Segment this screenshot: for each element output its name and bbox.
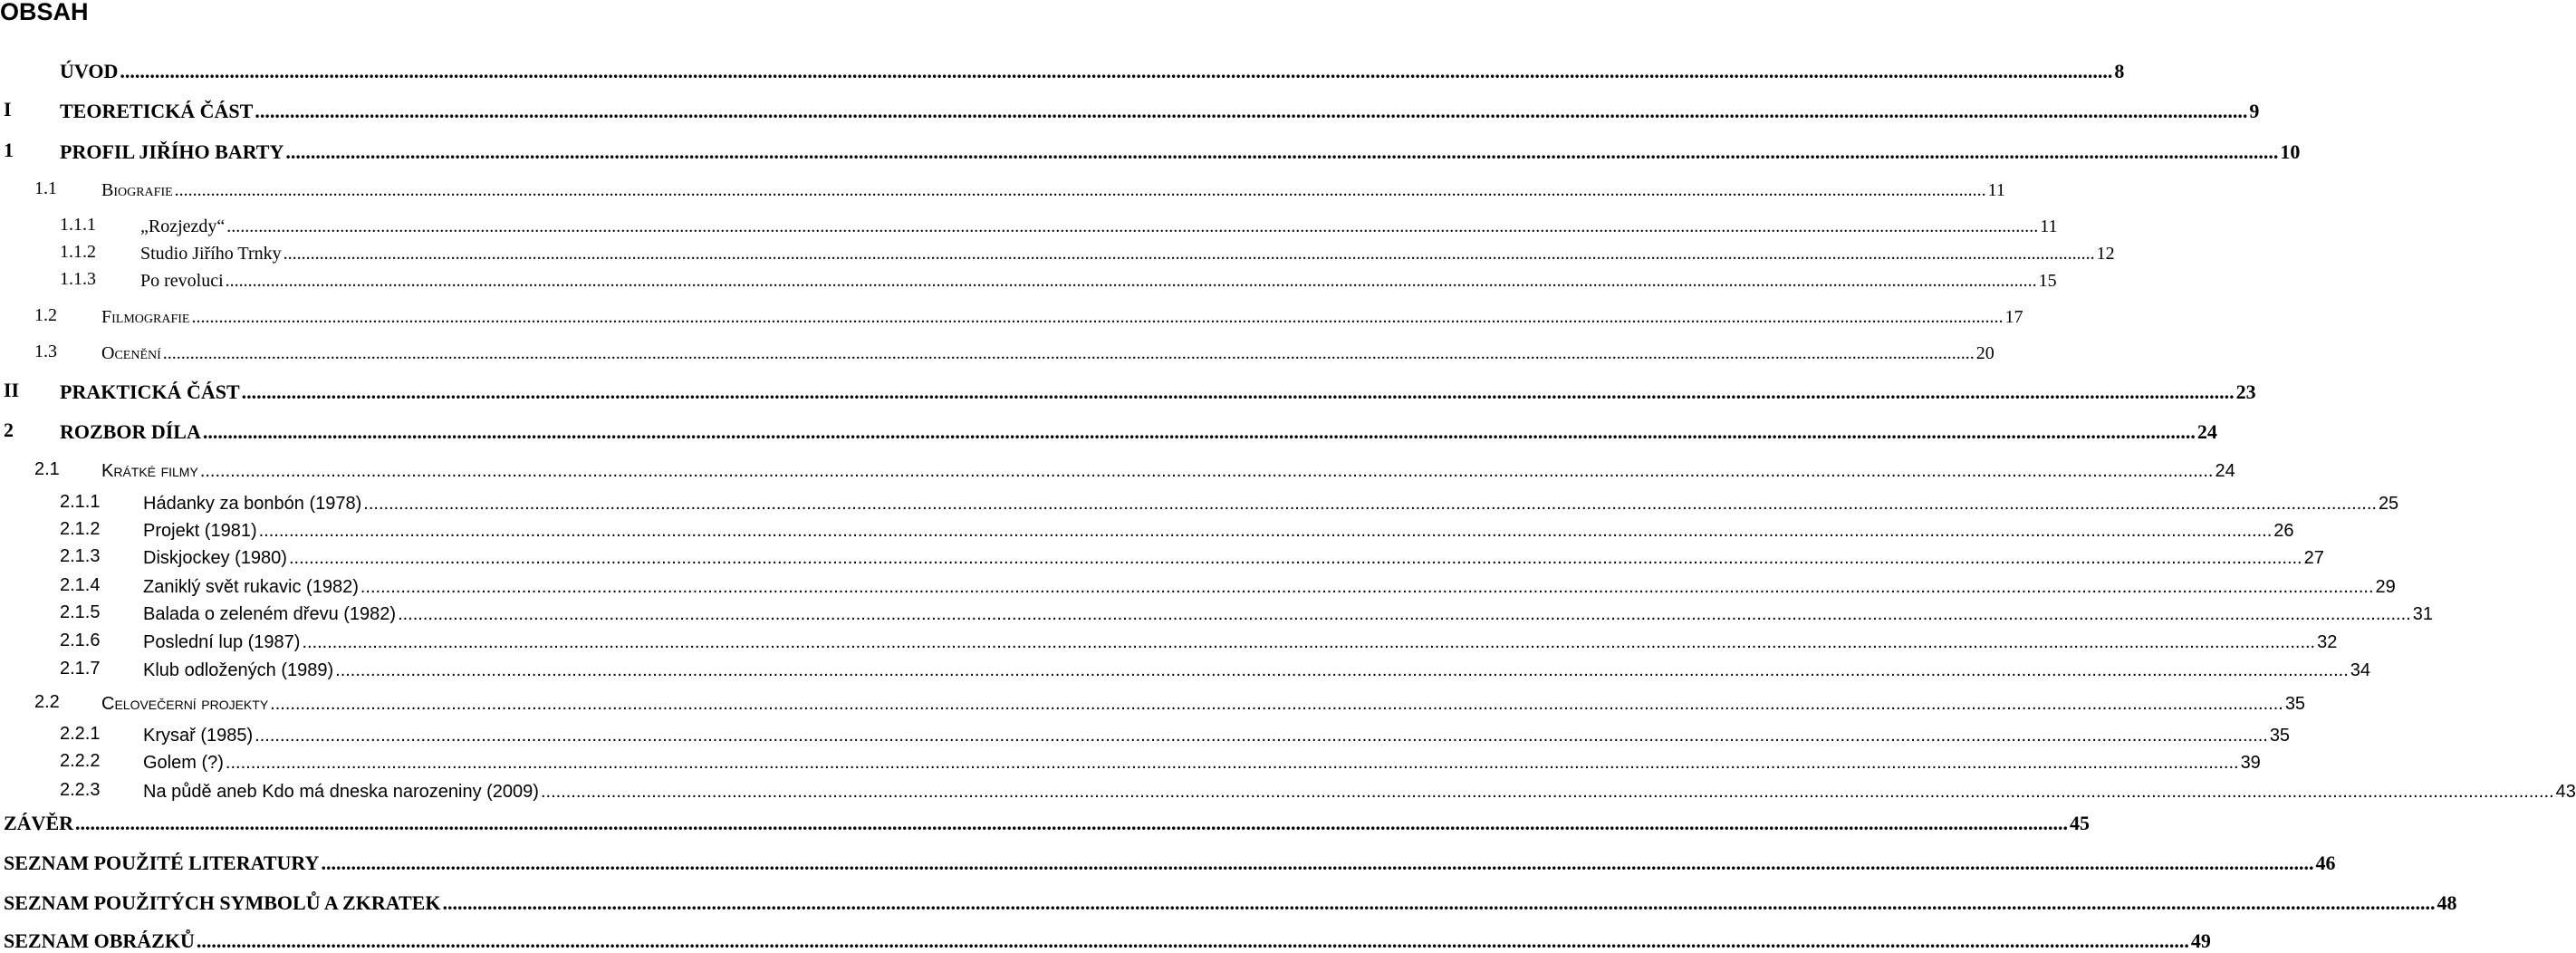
dot-leader: ................................................................................................................................................................................................................................................................................................................................................................................................................ [258,521,2273,541]
dot-leader: ................................................................................................................................................................................................................................................................................................................................................................................................................ [196,929,2189,952]
page-title: OBSAH [0,0,89,25]
toc-entry[interactable] [0,775,2576,803]
toc-entry-title: PROFIL JIŘÍHO BARTY [60,140,284,163]
dot-leader: ................................................................................................................................................................................................................................................................................................................................................................................................................ [270,694,2283,714]
toc-entry-title: Poslední lup (1987) [143,632,301,652]
toc-entry-page-number: 24 [2196,420,2217,443]
toc-entry-page-number: 15 [2038,271,2057,291]
toc-entry[interactable] [0,337,1994,364]
toc-entry-title: Na půdě aneb Kdo má dneska narozeniny (2009) [143,782,539,802]
toc-entry-title: Diskjockey (1980) [143,548,287,568]
toc-entry-title: Balada o zeleném dřevu (1982) [143,604,397,624]
toc-entry-title: Filmografie [101,307,190,327]
toc-entry[interactable] [0,688,2306,715]
toc-entry[interactable] [0,377,2256,404]
toc-entry-title: Hádanky za bonbón (1978) [143,494,362,514]
toc-entry-title: Projekt (1981) [143,521,257,541]
toc-entry-page-number: 24 [2215,461,2235,481]
toc-entry-title: SEZNAM OBRÁZKŮ [4,929,195,952]
toc-entry-page-number: 46 [2315,852,2336,874]
toc-entry[interactable] [0,417,2217,444]
toc-entry-page-number: 8 [2114,60,2125,82]
toc-entry-number: 1.1.1 [60,215,96,235]
toc-entry-number: 2.2 [34,692,60,712]
toc-entry[interactable] [0,626,2338,653]
toc-entry-page-number: 27 [2303,548,2324,568]
toc-entry-page-number: 34 [2350,660,2371,680]
toc-entry[interactable] [0,654,2371,681]
toc-entry-title: Studio Jiřího Trnky [140,244,282,264]
toc-entry-page-number: 17 [2004,307,2023,327]
toc-entry-title: SEZNAM POUŽITÉ LITERATURY [4,852,320,874]
dot-leader: ................................................................................................................................................................................................................................................................................................................................................................................................................ [363,494,2377,514]
toc-entry-page-number: 10 [2280,140,2301,163]
toc-entry[interactable] [0,210,2058,237]
dot-leader: ................................................................................................................................................................................................................................................................................................................................................................................................................ [174,180,1986,200]
toc-entry[interactable] [0,301,2023,328]
toc-entry[interactable] [0,926,2211,953]
toc-entry-number: 2.2.2 [60,751,101,771]
toc-entry[interactable] [0,265,2057,292]
toc-entry-number: I [4,98,12,120]
dot-leader: ................................................................................................................................................................................................................................................................................................................................................................................................................ [255,726,2268,746]
toc-entry-page-number: 20 [1975,343,1994,363]
toc-entry-number: 1.1.2 [60,242,96,262]
dot-leader: ................................................................................................................................................................................................................................................................................................................................................................................................................ [398,604,2411,624]
toc-entry-number: 2.1 [34,459,60,479]
dot-leader: ................................................................................................................................................................................................................................................................................................................................................................................................................ [283,244,2095,264]
toc-entry[interactable] [0,571,2396,598]
toc-entry-page-number: 25 [2378,494,2399,514]
toc-entry[interactable] [0,598,2433,625]
toc-entry-number: 1.3 [34,342,57,361]
toc-entry[interactable] [0,542,2324,569]
toc-entry-title: PRAKTICKÁ ČÁST [60,380,240,403]
toc-entry-number: 2.2.3 [60,780,101,800]
toc-entry-number: 2.2.1 [60,724,101,744]
toc-entry-title: Golem (?) [143,753,224,773]
toc-entry[interactable] [0,56,2125,83]
toc-entry-page-number: 45 [2070,812,2091,834]
toc-entry-page-number: 35 [2269,726,2291,746]
toc-entry[interactable] [0,237,2115,265]
toc-entry-number: 1.1 [34,178,57,198]
toc-entry-title: Po revoluci [140,271,224,291]
toc-entry-number: 2.1.1 [60,492,101,512]
dot-leader: ................................................................................................................................................................................................................................................................................................................................................................................................................ [241,380,2235,403]
toc-entry-number: 2.1.6 [60,631,101,650]
toc-entry-title: ROZBOR DÍLA [60,420,201,443]
toc-entry[interactable] [0,137,2301,164]
toc-entry[interactable] [0,888,2457,915]
toc-entry[interactable] [0,487,2399,515]
toc-entry-number: 1.2 [34,305,57,325]
toc-entry-page-number: 35 [2284,694,2306,714]
dot-leader: ................................................................................................................................................................................................................................................................................................................................................................................................................ [120,60,2113,82]
toc-entry-number: 2.1.4 [60,575,101,595]
dot-leader: ................................................................................................................................................................................................................................................................................................................................................................................................................ [285,140,2279,163]
dot-leader: ................................................................................................................................................................................................................................................................................................................................................................................................................ [202,420,2196,443]
toc-entry-title: Ocenění [101,343,161,363]
toc-entry-number: 2.1.3 [60,546,101,566]
toc-entry-page-number: 11 [2040,217,2058,236]
dot-leader: ................................................................................................................................................................................................................................................................................................................................................................................................................ [255,100,2248,122]
toc-entry-page-number: 49 [2190,929,2211,952]
dot-leader: ................................................................................................................................................................................................................................................................................................................................................................................................................ [321,852,2314,874]
dot-leader: ................................................................................................................................................................................................................................................................................................................................................................................................................ [442,891,2436,914]
toc-entry-title: Zaniklý svět rukavic (1982) [143,577,359,597]
dot-leader: ................................................................................................................................................................................................................................................................................................................................................................................................................ [225,753,2239,773]
toc-entry-page-number: 39 [2240,753,2261,773]
toc-entry-page-number: 31 [2412,604,2433,624]
toc-entry-page-number: 26 [2273,521,2294,541]
toc-entry-page-number: 12 [2096,244,2115,264]
dot-leader: ................................................................................................................................................................................................................................................................................................................................................................................................................ [225,271,2037,291]
dot-leader: ................................................................................................................................................................................................................................................................................................................................................................................................................ [288,548,2302,568]
toc-entry-number: 2 [4,419,14,441]
toc-entry-title: Krátké filmy [101,461,198,481]
toc-entry-title: „Rozjezdy“ [140,217,226,236]
toc-entry-number: 2.1.2 [60,519,101,539]
toc-entry-number: 1.1.3 [60,269,96,289]
toc-entry-title: SEZNAM POUŽITÝCH SYMBOLŮ A ZKRATEK [4,891,441,914]
toc-entry-number: 2.1.7 [60,659,101,679]
toc-entry-number: II [4,379,20,401]
toc-entry[interactable] [0,848,2336,875]
dot-leader: ................................................................................................................................................................................................................................................................................................................................................................................................................ [75,812,2069,834]
toc-entry-title: Biografie [101,180,173,200]
toc-entry-page-number: 43 [2555,782,2576,802]
dot-leader: ................................................................................................................................................................................................................................................................................................................................................................................................................ [162,343,1975,363]
toc-entry[interactable] [0,746,2261,774]
dot-leader: ................................................................................................................................................................................................................................................................................................................................................................................................................ [226,217,2039,236]
toc-entry[interactable] [0,174,2005,201]
toc-entry[interactable] [0,515,2294,542]
toc-entry[interactable] [0,719,2291,746]
dot-leader: ................................................................................................................................................................................................................................................................................................................................................................................................................ [540,782,2554,802]
toc-entry-page-number: 48 [2437,891,2457,914]
toc-entry-title: Klub odložených (1989) [143,660,334,680]
toc-entry[interactable] [0,96,2260,123]
dot-leader: ................................................................................................................................................................................................................................................................................................................................................................................................................ [335,660,2349,680]
toc-entry-title: ÚVOD [60,60,119,82]
toc-entry-title: ZÁVĚR [4,812,74,834]
toc-entry-title: Krysař (1985) [143,726,254,746]
toc-entry-number: 2.1.5 [60,602,101,622]
dot-leader: ................................................................................................................................................................................................................................................................................................................................................................................................................ [191,307,2004,327]
toc-entry-page-number: 32 [2317,632,2338,652]
toc-entry-number: 1 [4,139,14,161]
toc-entry-page-number: 23 [2235,380,2256,403]
toc-entry[interactable] [0,455,2235,482]
toc-entry-title: Celovečerní projekty [101,694,269,714]
toc-entry-page-number: 11 [1987,180,2005,200]
dot-leader: ................................................................................................................................................................................................................................................................................................................................................................................................................ [199,461,2214,481]
dot-leader: ................................................................................................................................................................................................................................................................................................................................................................................................................ [360,577,2374,597]
dot-leader: ................................................................................................................................................................................................................................................................................................................................................................................................................ [302,632,2316,652]
toc-entry-page-number: 29 [2375,577,2396,597]
toc-entry-title: TEORETICKÁ ČÁST [60,100,254,122]
toc-entry[interactable] [0,808,2091,835]
toc-entry-page-number: 9 [2249,100,2260,122]
